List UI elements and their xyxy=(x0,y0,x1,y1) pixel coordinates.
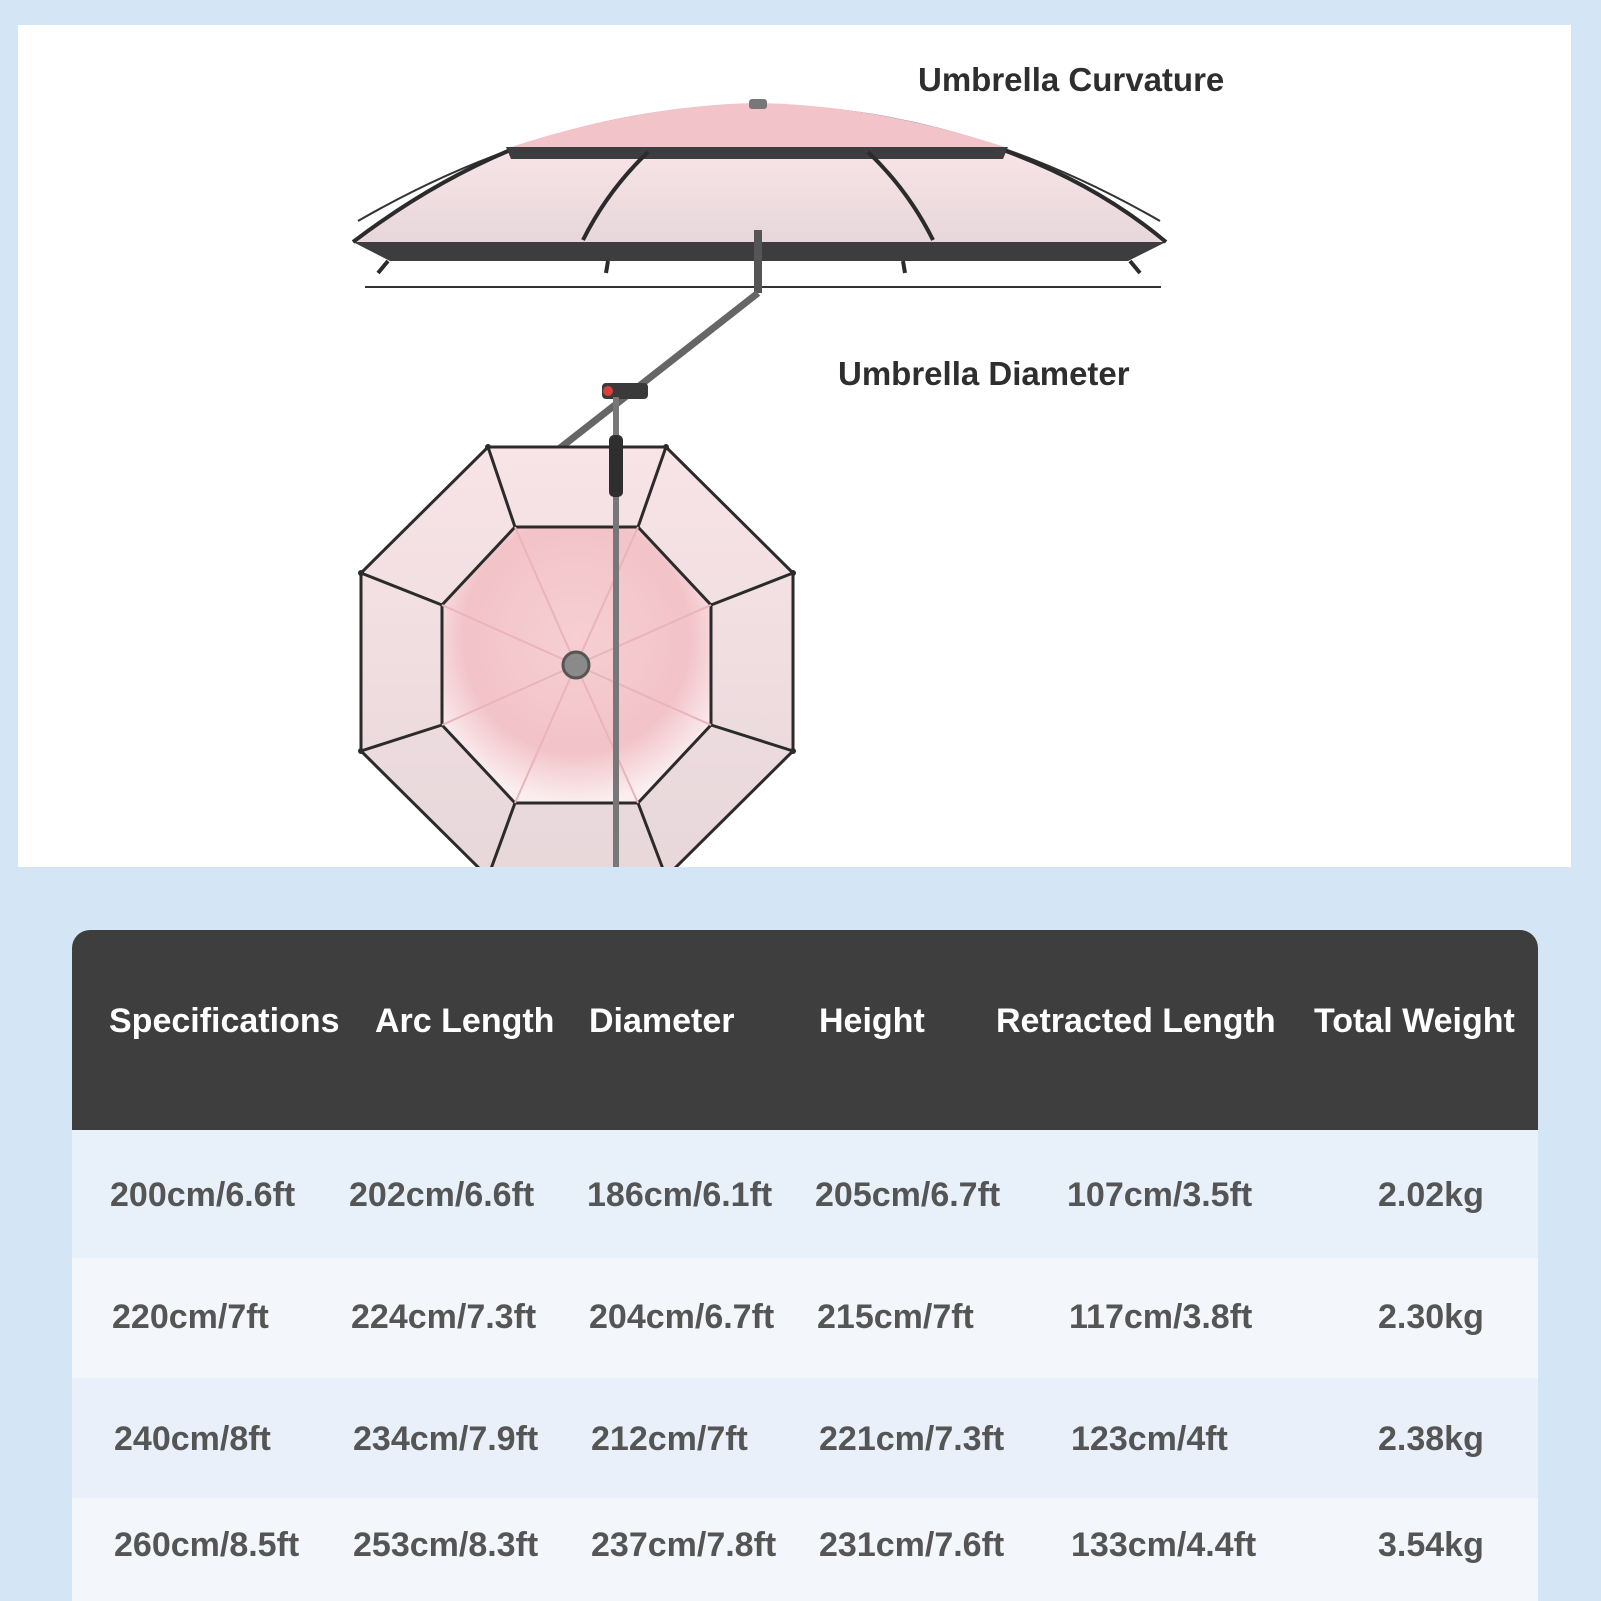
umbrella-top-view xyxy=(358,444,796,867)
cell-diameter: 237cm/7.8ft xyxy=(591,1526,777,1564)
umbrella-illustration xyxy=(18,25,1571,867)
header-total-weight: Total Weight xyxy=(1314,1002,1515,1040)
cell-specification: 260cm/8.5ft xyxy=(114,1526,300,1564)
specifications-table xyxy=(72,930,1538,1601)
cell-specification: 240cm/8ft xyxy=(114,1420,271,1458)
table-row xyxy=(72,1378,1538,1498)
table-header-row xyxy=(72,930,1538,1130)
umbrella-side-upper-canopy xyxy=(508,103,1008,148)
cell-retracted-length: 123cm/4ft xyxy=(1071,1420,1228,1458)
diameter-label: Umbrella Diameter xyxy=(838,355,1130,392)
cell-arc-length: 202cm/6.6ft xyxy=(349,1176,535,1214)
table-row xyxy=(72,1498,1538,1601)
curvature-label: Umbrella Curvature xyxy=(918,61,1225,98)
product-diagram-panel xyxy=(18,25,1571,867)
cell-height: 221cm/7.3ft xyxy=(819,1420,1005,1458)
cell-retracted-length: 117cm/3.8ft xyxy=(1069,1298,1253,1336)
cell-diameter: 204cm/6.7ft xyxy=(589,1298,775,1336)
table-body xyxy=(72,1130,1538,1601)
header-height: Height xyxy=(819,1002,925,1040)
header-arc-length: Arc Length xyxy=(375,1002,555,1040)
cell-diameter: 212cm/7ft xyxy=(591,1420,748,1458)
table-row xyxy=(72,1258,1538,1378)
header-diameter: Diameter xyxy=(589,1002,735,1040)
cell-total-weight: 3.54kg xyxy=(1378,1526,1484,1564)
cell-arc-length: 224cm/7.3ft xyxy=(351,1298,537,1336)
header-retracted-length: Retracted Length xyxy=(996,1002,1276,1040)
cell-height: 205cm/6.7ft xyxy=(815,1176,1001,1214)
cell-height: 215cm/7ft xyxy=(817,1298,974,1336)
cell-total-weight: 2.30kg xyxy=(1378,1298,1484,1336)
header-specifications: Specifications xyxy=(109,1002,340,1040)
cell-retracted-length: 107cm/3.5ft xyxy=(1067,1176,1253,1214)
cell-arc-length: 253cm/8.3ft xyxy=(353,1526,539,1564)
table-row xyxy=(72,1130,1538,1258)
cell-diameter: 186cm/6.1ft xyxy=(587,1176,773,1214)
cell-arc-length: 234cm/7.9ft xyxy=(353,1420,539,1458)
cell-specification: 220cm/7ft xyxy=(112,1298,269,1336)
cell-height: 231cm/7.6ft xyxy=(819,1526,1005,1564)
cell-retracted-length: 133cm/4.4ft xyxy=(1071,1526,1257,1564)
cell-total-weight: 2.38kg xyxy=(1378,1420,1484,1458)
cell-total-weight: 2.02kg xyxy=(1378,1176,1484,1214)
cell-specification: 200cm/6.6ft xyxy=(110,1176,296,1214)
